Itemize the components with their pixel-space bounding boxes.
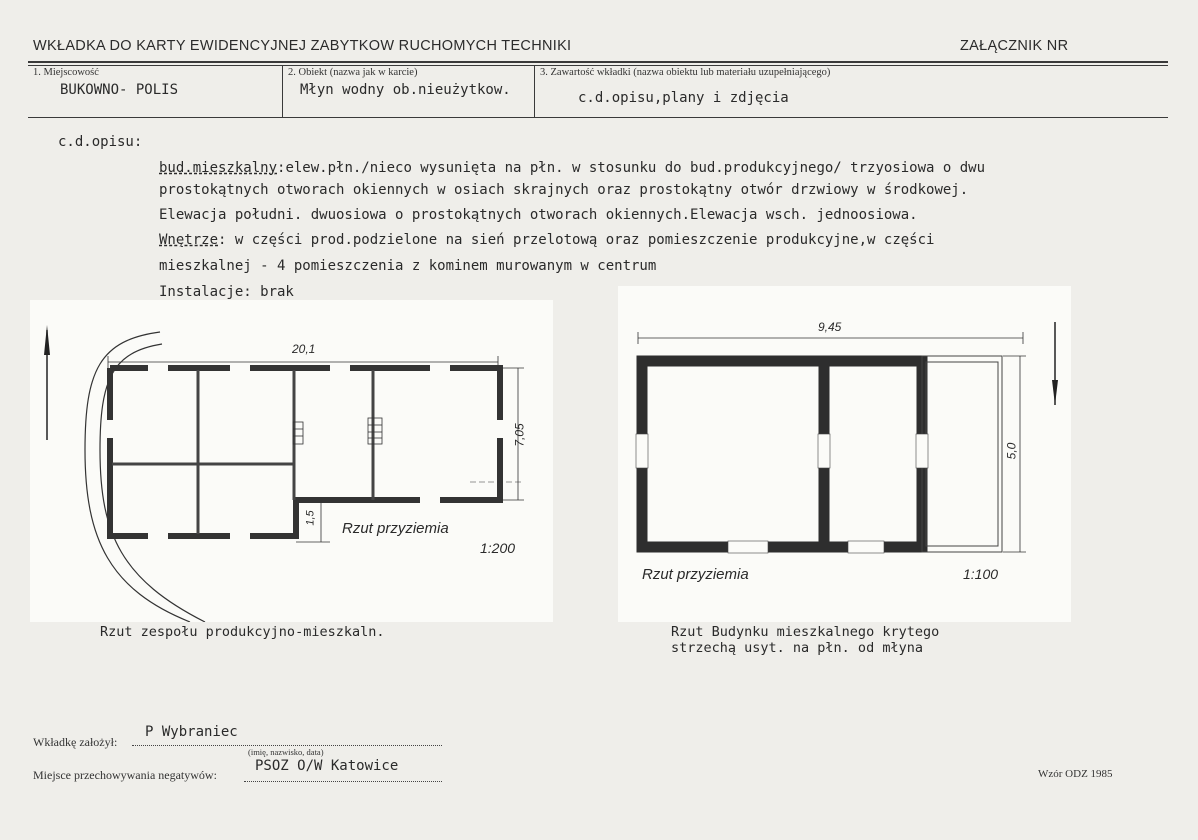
right-plan-caption-2: strzechą usyt. na płn. od młyna (671, 640, 923, 656)
description-line-4-term: Wnętrze (159, 232, 219, 248)
right-plan-width-dimension: 9,45 (818, 320, 842, 334)
object-label: 2. Obiekt (nazwa jak w karcie) (288, 67, 418, 78)
description-heading: c.d.opisu: (58, 134, 143, 150)
left-plan-small-dimension: 1,5 (304, 510, 317, 526)
left-plan-depth-dimension: 7,05 (512, 423, 527, 447)
description-line-1-term: bud.mieszkalny (159, 160, 278, 176)
description-line-2: prostokątnych otworach okiennych w osiach skrajnych oraz prostokątny otwór drzwiowy w środkowej. (159, 182, 969, 198)
header-rule (28, 61, 1168, 63)
right-plan-depth-dimension: 5,0 (1004, 442, 1019, 460)
north-arrow-icon (44, 325, 50, 440)
negative-value: PSOZ O/W Katowice (255, 758, 399, 774)
field-divider-2 (534, 65, 535, 117)
negative-label: Miejsce przechowywania negatywów: (33, 768, 217, 782)
annex-label: ZAŁĄCZNIK NR (960, 38, 1069, 54)
content-value: c.d.opisu,plany i zdjęcia (578, 90, 789, 106)
right-plan-title: Rzut przyziemia (642, 566, 749, 583)
description-line-4 (159, 232, 934, 248)
left-plan-width-dimension: 20,1 (292, 342, 316, 356)
object-value: Młyn wodny ob.nieużytkow. (300, 82, 511, 98)
right-floor-plan (618, 286, 1071, 622)
north-arrow-icon (1045, 320, 1065, 410)
field-bottom-rule (28, 117, 1168, 118)
left-plan-scale: 1:200 (480, 540, 516, 556)
author-label: Wkładkę założył: (33, 735, 118, 749)
description-line-1-text: :elew.płn./nieco wysunięta na płn. w stosunku do bud.produkcyjnego/ trzyosiowa o dwu (277, 160, 986, 176)
description-line-5: mieszkalnej - 4 pomieszczenia z kominem murowanym w centrum (159, 258, 657, 274)
right-plan-scale: 1:100 (963, 566, 999, 582)
author-hint: (imię, nazwisko, data) (248, 747, 324, 757)
description-line-6: Instalacje: brak (159, 284, 294, 300)
author-value: P Wybraniec (145, 724, 238, 740)
locality-value: BUKOWNO- POLIS (60, 82, 179, 98)
right-plan-caption-1: Rzut Budynku mieszkalnego krytego (671, 624, 940, 640)
left-plan-caption: Rzut zespołu produkcyjno-mieszkaln. (100, 624, 385, 640)
author-dotted-line (132, 744, 442, 746)
header-rule-thin (28, 65, 1168, 66)
description-line-1 (159, 160, 985, 176)
field-divider-1 (282, 65, 283, 117)
left-plan-title: Rzut przyziemia (342, 520, 449, 537)
form-reference: Wzór ODZ 1985 (1038, 768, 1113, 780)
locality-label: 1. Miejscowość (33, 67, 99, 78)
content-label: 3. Zawartość wkładki (nazwa obiektu lub materiału uzupełniającego) (540, 67, 831, 78)
description-line-4-text: : w części prod.podzielone na sień przelotową oraz pomieszczenie produkcyjne,w części (218, 232, 935, 248)
negative-dotted-line (244, 780, 442, 782)
left-floor-plan (30, 300, 553, 622)
description-line-3: Elewacja południ. dwuosiowa o prostokątnych otworach okiennych.Elewacja wsch. jednoosiowa. (159, 207, 918, 223)
form-title: WKŁADKA DO KARTY EWIDENCYJNEJ ZABYTKOW RUCHOMYCH TECHNIKI (33, 38, 572, 54)
